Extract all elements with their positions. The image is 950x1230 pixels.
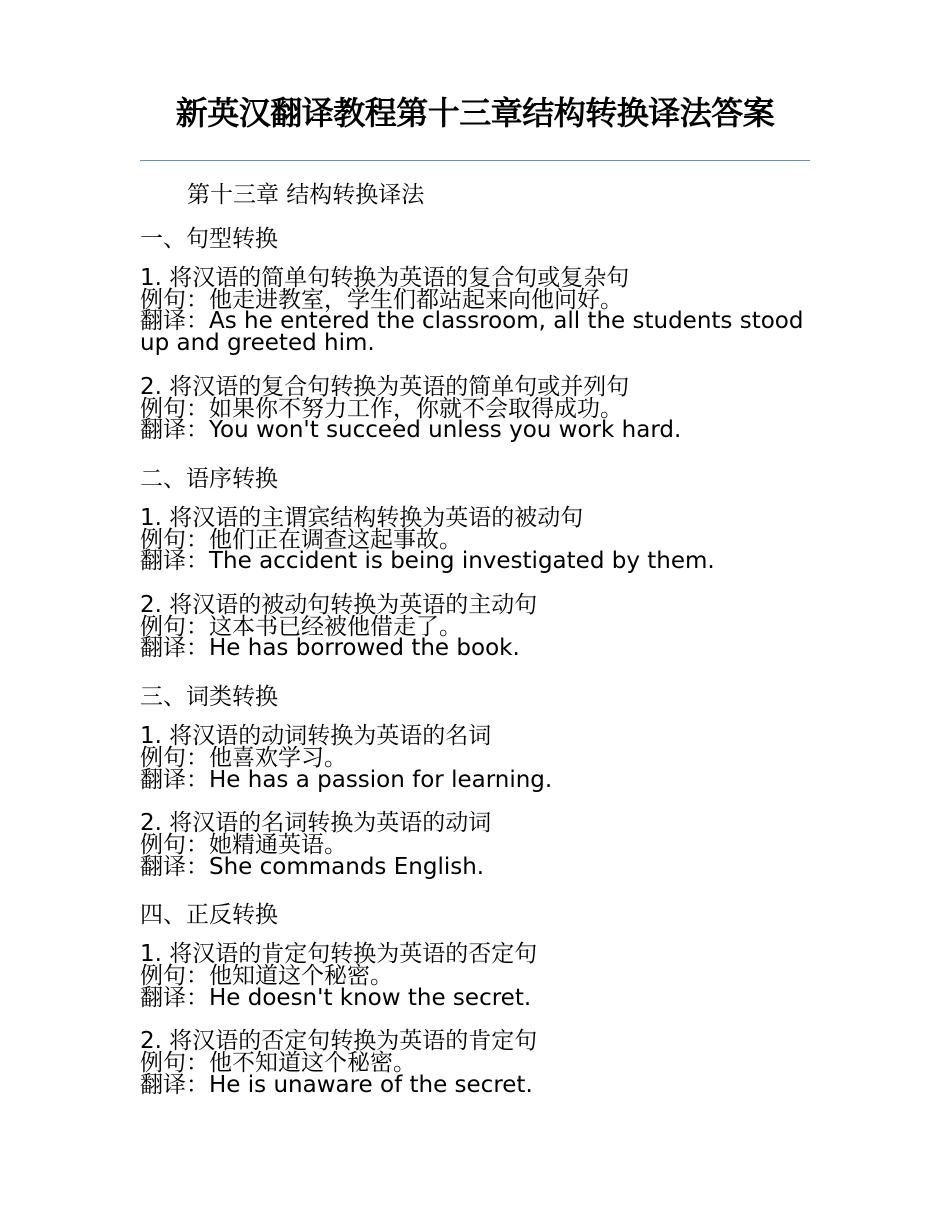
rule-block xyxy=(140,941,820,1011)
rule-text: 1. 将汉语的肯定句转换为英语的否定句 xyxy=(140,941,538,968)
rule-block xyxy=(140,723,820,793)
rule-block xyxy=(140,504,820,575)
example-sentence: 例句：他喜欢学习。 xyxy=(140,744,347,771)
document-body xyxy=(140,224,820,1119)
example-sentence: 例句：他走进教室，学生们都站起来向他问好。 xyxy=(140,286,623,313)
section-heading: 一、句型转换 xyxy=(140,226,278,252)
example-sentence: 例句：如果你不努力工作，你就不会取得成功。 xyxy=(140,395,623,422)
translation-sentence: 翻译：He is unaware of the secret. xyxy=(140,1071,533,1098)
translation-sentence: 翻译：As he entered the classroom, all the students stood up and greeted him. xyxy=(140,308,804,357)
example-sentence: 例句：他不知道这个秘密。 xyxy=(140,1050,416,1077)
translation-sentence: 翻译：She commands English. xyxy=(140,853,485,880)
section-heading: 三、词类转换 xyxy=(140,684,278,711)
rule-text: 2. 将汉语的复合句转换为英语的简单句或并列句 xyxy=(140,373,630,400)
rule-text: 1. 将汉语的动词转换为英语的名词 xyxy=(140,723,492,750)
title-underline xyxy=(140,160,810,161)
rule-block xyxy=(140,1028,820,1098)
example-sentence: 例句：他们正在调查这起事故。 xyxy=(140,526,462,553)
translation-sentence: 翻译：He doesn't know the secret. xyxy=(140,984,532,1011)
example-sentence: 例句：他知道这个秘密。 xyxy=(140,963,393,990)
translation-sentence: 翻译：He has borrowed the book. xyxy=(140,635,520,662)
document-title: 新英汉翻译教程第十三章结构转换译法答案 xyxy=(175,94,775,132)
translation-sentence: 翻译：You won't succeed unless you work hard. xyxy=(140,417,682,444)
section-heading: 四、正反转换 xyxy=(140,902,278,929)
rule-block xyxy=(140,810,820,880)
translation-sentence: 翻译：He has a passion for learning. xyxy=(140,766,553,793)
example-sentence: 例句：她精通英语。 xyxy=(140,831,347,858)
rule-text: 2. 将汉语的被动句转换为英语的主动句 xyxy=(140,592,538,619)
rule-block xyxy=(140,265,820,357)
rule-text: 2. 将汉语的否定句转换为英语的肯定句 xyxy=(140,1028,538,1055)
example-sentence: 例句：这本书已经被他借走了。 xyxy=(140,613,462,640)
rule-block xyxy=(140,373,820,444)
rule-text: 1. 将汉语的简单句转换为英语的复合句或复杂句 xyxy=(140,265,630,291)
rule-text: 1. 将汉语的主谓宾结构转换为英语的被动句 xyxy=(140,504,584,531)
translation-sentence: 翻译：The accident is being investigated by them. xyxy=(140,548,715,575)
section-heading: 二、语序转换 xyxy=(140,465,278,492)
chapter-subtitle: 第十三章 结构转换译法 xyxy=(187,182,425,208)
rule-block xyxy=(140,592,820,662)
rule-text: 2. 将汉语的名词转换为英语的动词 xyxy=(140,810,492,837)
